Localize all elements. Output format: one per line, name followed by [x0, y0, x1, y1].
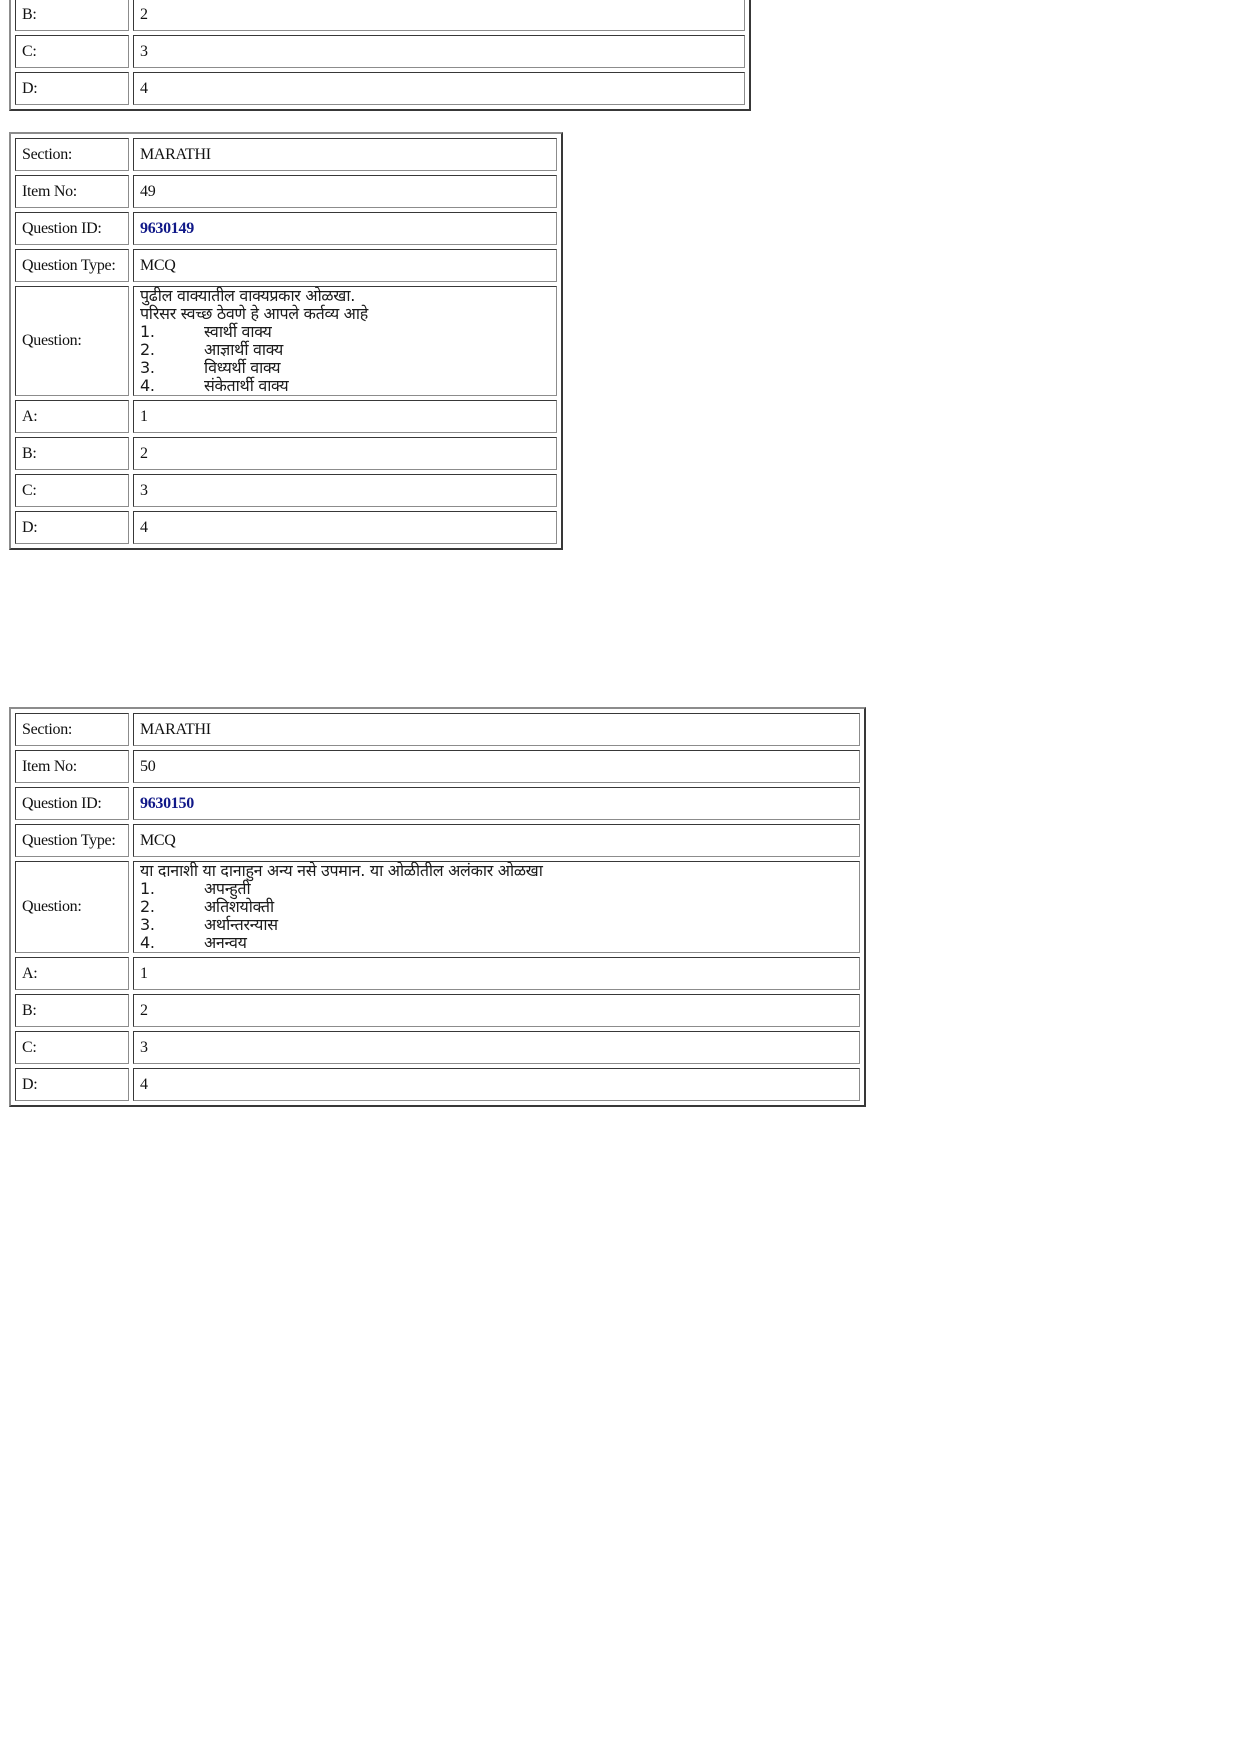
question-option: [140, 898, 853, 916]
option-b-label: B:: [15, 994, 129, 1027]
option-c-row: [15, 474, 557, 507]
question-type-row: [15, 249, 557, 282]
option-c-row: [15, 1031, 860, 1064]
section-row: [15, 138, 557, 171]
option-b-value: 2: [133, 0, 745, 31]
item-no-row: [15, 175, 557, 208]
question-type-value: MCQ: [133, 824, 860, 857]
option-number: 2.: [140, 897, 155, 916]
option-b-value: 2: [133, 994, 860, 1027]
option-text: विध्यर्थी वाक्य: [204, 358, 281, 377]
option-a-label: A:: [15, 957, 129, 990]
option-c-label: C:: [15, 1031, 129, 1064]
option-d-label: D:: [15, 1068, 129, 1101]
option-c-row: [15, 35, 745, 68]
option-text: अतिशयोक्ती: [204, 897, 274, 916]
option-text: संकेतार्थी वाक्य: [204, 376, 289, 395]
option-text: अर्थान्तरन्यास: [204, 915, 278, 934]
option-d-row: [15, 511, 557, 544]
question-row: [15, 286, 557, 396]
question-id-value: [133, 787, 860, 820]
option-a-value: 1: [133, 957, 860, 990]
option-number: 3.: [140, 358, 155, 377]
option-c-label: C:: [15, 35, 129, 68]
question-body: [133, 861, 860, 953]
question-id-row: [15, 212, 557, 245]
question-id-label: Question ID:: [15, 212, 129, 245]
item-no-label: Item No:: [15, 750, 129, 783]
option-a-value: 1: [133, 400, 557, 433]
question-option: [140, 359, 550, 377]
option-a-row: [15, 957, 860, 990]
question-text-line: पुढील वाक्यातील वाक्यप्रकार ओळखा.: [140, 286, 355, 305]
option-number: 1.: [140, 322, 155, 341]
option-a-row: [15, 400, 557, 433]
question-option: [140, 880, 853, 898]
question-text-line: परिसर स्वच्छ ठेवणे हे आपले कर्तव्य आहे: [140, 304, 368, 323]
section-row: [15, 713, 860, 746]
option-d-value: 4: [133, 72, 745, 105]
option-number: 4.: [140, 933, 155, 952]
section-value: MARATHI: [133, 138, 557, 171]
item-no-value: 49: [133, 175, 557, 208]
question-id-row: [15, 787, 860, 820]
option-text: अनन्वय: [204, 933, 247, 952]
option-c-value: 3: [133, 474, 557, 507]
option-text: स्वार्थी वाक्य: [204, 322, 272, 341]
option-d-row: [15, 72, 745, 105]
question-option: [140, 341, 550, 359]
option-d-row: [15, 1068, 860, 1101]
question-id-value: [133, 212, 557, 245]
question-id-label: Question ID:: [15, 787, 129, 820]
question-table-48-partial: [9, 0, 751, 111]
question-type-label: Question Type:: [15, 824, 129, 857]
question-label: Question:: [15, 861, 129, 953]
option-a-label: A:: [15, 400, 129, 433]
option-b-row: [15, 0, 745, 31]
option-d-label: D:: [15, 511, 129, 544]
item-no-row: [15, 750, 860, 783]
option-number: 1.: [140, 879, 155, 898]
option-b-row: [15, 437, 557, 470]
question-row: [15, 861, 860, 953]
option-d-label: D:: [15, 72, 129, 105]
option-text: आज्ञार्थी वाक्य: [204, 340, 283, 359]
option-c-label: C:: [15, 474, 129, 507]
question-body: [133, 286, 557, 396]
section-label: Section:: [15, 138, 129, 171]
item-no-label: Item No:: [15, 175, 129, 208]
question-table-49: [9, 132, 563, 550]
question-option: [140, 934, 853, 952]
question-option: [140, 377, 550, 395]
question-type-label: Question Type:: [15, 249, 129, 282]
option-b-label: B:: [15, 0, 129, 31]
option-c-value: 3: [133, 1031, 860, 1064]
option-number: 4.: [140, 376, 155, 395]
item-no-value: 50: [133, 750, 860, 783]
option-c-value: 3: [133, 35, 745, 68]
option-d-value: 4: [133, 1068, 860, 1101]
question-table-50: [9, 707, 866, 1107]
option-b-label: B:: [15, 437, 129, 470]
question-option: [140, 916, 853, 934]
option-b-row: [15, 994, 860, 1027]
question-text-line: या दानाशी या दानाहुन अन्य नसे उपमान. या ओळीतील अलंकार ओळखा: [140, 861, 543, 880]
option-number: 2.: [140, 340, 155, 359]
option-text: अपन्हुती: [204, 879, 251, 898]
question-id-number: 9630149: [140, 219, 194, 237]
option-b-value: 2: [133, 437, 557, 470]
option-d-value: 4: [133, 511, 557, 544]
section-value: MARATHI: [133, 713, 860, 746]
question-option: [140, 323, 550, 341]
question-type-row: [15, 824, 860, 857]
question-type-value: MCQ: [133, 249, 557, 282]
option-number: 3.: [140, 915, 155, 934]
question-label: Question:: [15, 286, 129, 396]
question-id-number: 9630150: [140, 794, 194, 812]
section-label: Section:: [15, 713, 129, 746]
